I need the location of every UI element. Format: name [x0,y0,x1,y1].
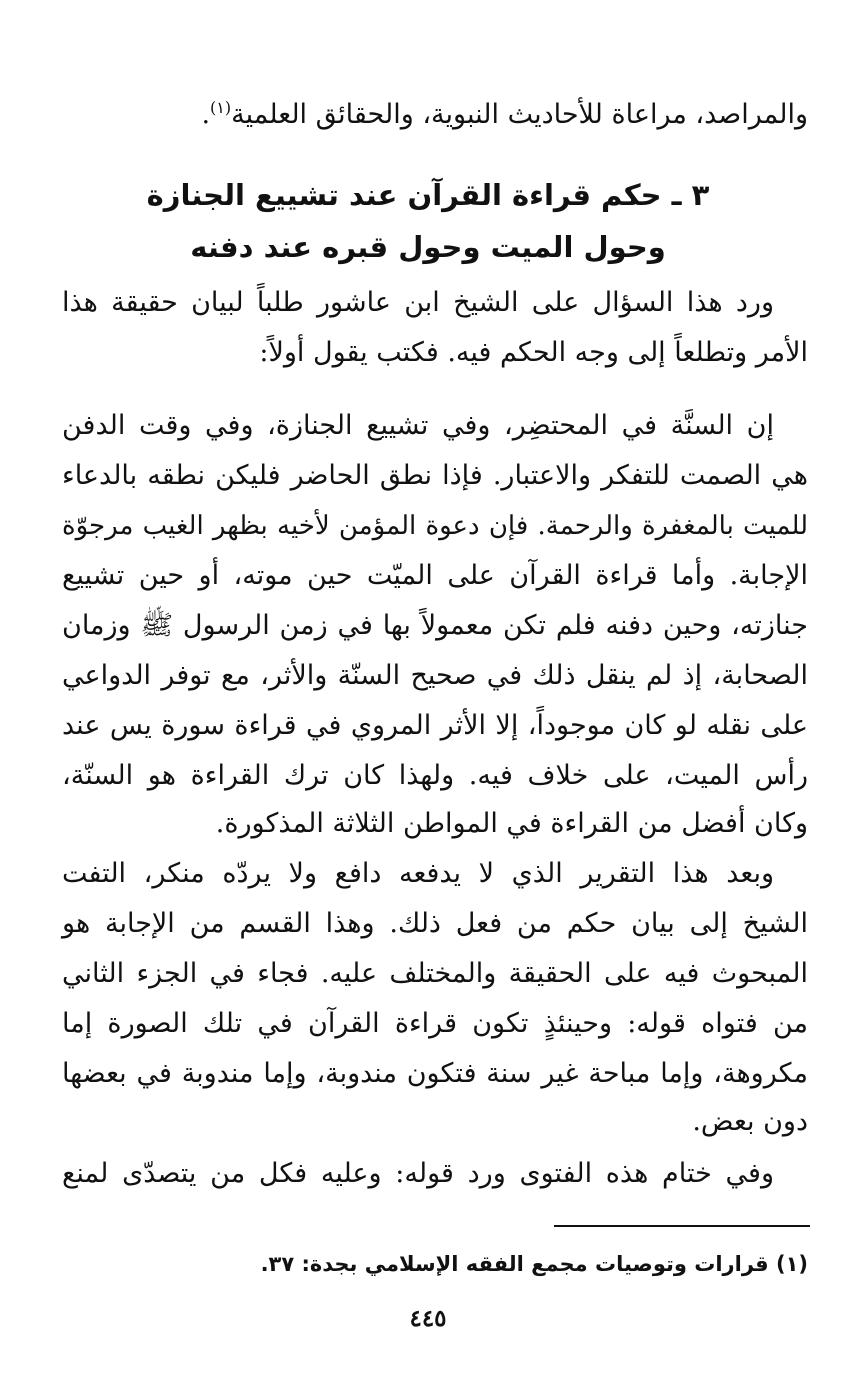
paragraph-3-line: الشيخ إلى بيان حكم من فعل ذلك. وهذا القسم من الإجابة هو [62,908,808,939]
intro-text: والمراصد، مراعاة للأحاديث النبوية، والحقائق العلمية [231,99,808,130]
page-number: ٤٤٥ [409,1305,447,1332]
paragraph-3-line: دون بعض. [692,1106,808,1137]
paragraph-2-line: الإجابة. وأما قراءة القرآن على الميّت حين موته، أو حين تشييع [62,560,808,591]
paragraph-2-line: هي الصمت للتفكر والاعتبار. فإذا نطق الحاضر فليكن نطقه بالدعاء [62,460,808,491]
paragraph-3-line: مكروهة، وإما مباحة غير سنة فتكون مندوبة، وإما مندوبة في بعضها [62,1058,808,1089]
paragraph-3-line: وبعد هذا التقرير الذي لا يدفعه دافع ولا يردّه منكر، التفت [62,858,774,889]
paragraph-2-line: وكان أفضل من القراءة في المواطن الثلاثة المذكورة. [215,808,808,839]
paragraph-2-line: جنازته، وحين دفنه فلم تكن معمولاً بها في زمن الرسول ﷺ وزمان [62,610,808,641]
paragraph-2-line: رأس الميت، على خلاف فيه. ولهذا كان ترك القراءة هو السنّة، [62,760,808,791]
footnote-divider [554,1225,810,1227]
paragraph-2-line: الصحابة، إذ لم ينقل ذلك في صحيح السنّة والأثر، مع توفر الدواعي [62,660,808,691]
footnote: (١) قرارات وتوصيات مجمع الفقه الإسلامي بجدة: ٣٧. [260,1252,808,1276]
paragraph-1-line: الأمر وتطلعاً إلى وجه الحكم فيه. فكتب يقول أولاً: [259,337,808,368]
footnote-ref: (١) [210,98,232,117]
paragraph-3-line: المبحوث فيه على الحقيقة والمختلف عليه. فجاء في الجزء الثاني [62,958,808,989]
paragraph-2-line: إن السنَّة في المحتضِر، وفي تشييع الجنازة، وفي وقت الدفن [62,410,774,441]
paragraph-3-line: من فتواه قوله: وحينئذٍ تكون قراءة القرآن في تلك الصورة إما [62,1008,808,1039]
intro-line [62,100,808,130]
paragraph-2-line: على نقله لو كان موجوداً، إلا الأثر المروي في قراءة سورة يس عند [62,710,808,741]
paragraph-1-line: ورد هذا السؤال على الشيخ ابن عاشور طلباً لبيان حقيقة هذا [62,287,774,318]
section-heading-line-1: ٣ ـ حكم قراءة القرآن عند تشييع الجنازة [146,178,710,212]
paragraph-4-line: وفي ختام هذه الفتوى ورد قوله: وعليه فكل من يتصدّى لمنع [62,1158,774,1189]
paragraph-2-line: للميت بالمغفرة والرحمة. فإن دعوة المؤمن لأخيه بظهر الغيب مرجوّة [62,511,808,541]
section-heading-line-2: وحول الميت وحول قبره عند دفنه [190,230,666,264]
intro-end: . [201,99,211,130]
